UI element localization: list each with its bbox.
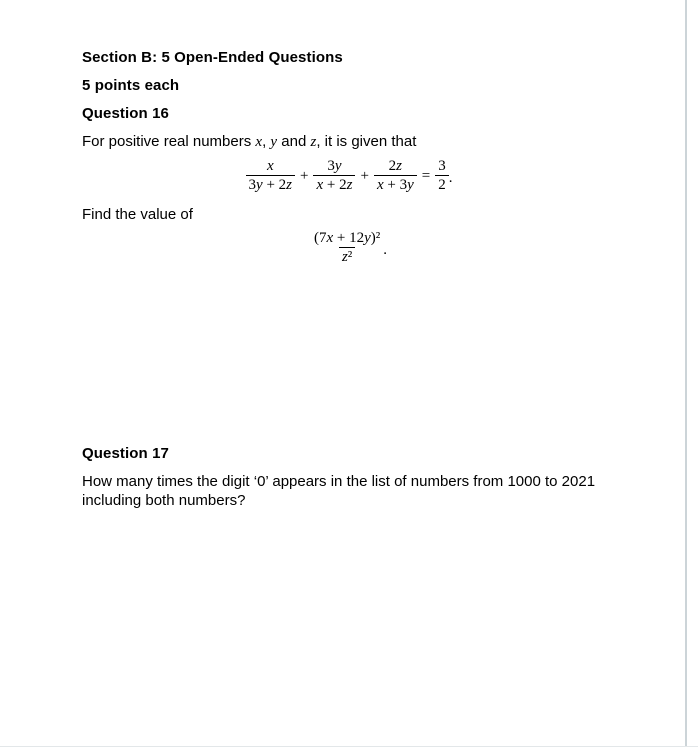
question17-heading: Question 17 [82, 445, 169, 462]
fraction: $\frac{3}{2}$ [435, 158, 449, 193]
math-operator: = [421, 167, 431, 184]
math-punctuation: . [448, 170, 453, 186]
equation-given [82, 158, 638, 193]
math-variable: x [255, 134, 263, 150]
fraction: $\frac{3y}{x + 2z}$ [313, 158, 355, 193]
question16-heading: Question 16 [82, 105, 169, 122]
equation-target [82, 230, 638, 265]
math-operator: + [360, 167, 369, 184]
blank-space [82, 267, 638, 444]
math-variable: y [270, 134, 278, 150]
find-value-text: Find the value of [82, 206, 193, 223]
math-variable: z [310, 134, 317, 150]
section-heading: Section B: 5 Open-Ended Questions [82, 49, 343, 66]
fraction: $\frac{x}{3y + 2z}$ [246, 158, 295, 193]
math-punctuation: . [383, 242, 388, 258]
fraction: $\frac{2z}{x + 3y}$ [374, 158, 417, 193]
math-operator: + [300, 167, 309, 184]
fraction: $\frac{\text{(7x + 12y)²}}{\text{z²}}$ [313, 230, 381, 265]
question17-body: How many times the digit ‘0’ appears in the list of numbers from 1000 to 2021 including both numbers? [82, 473, 596, 509]
question16-intro: For positive real numbers x, y and z, it is given that [82, 133, 417, 150]
page-edge-line [685, 0, 687, 747]
points-note: 5 points each [82, 77, 180, 94]
